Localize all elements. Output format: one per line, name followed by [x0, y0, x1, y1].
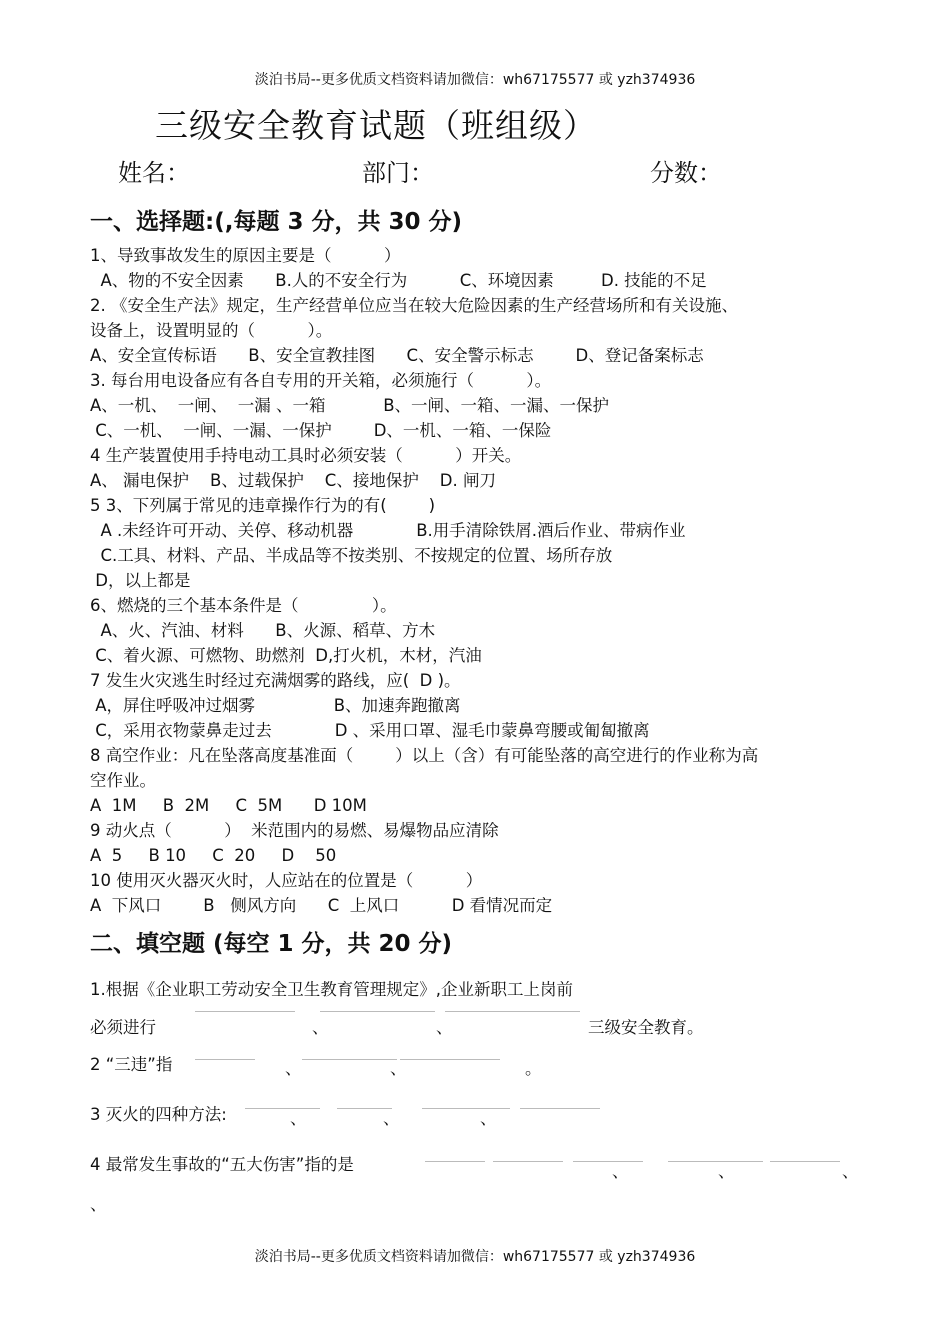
separator: 、: [842, 1162, 859, 1181]
separator: 、: [390, 1059, 407, 1078]
question-line: A .未经许可开动、关停、移动机器 B.用手清除铁屑.酒后作业、带病作业: [90, 521, 686, 540]
separator: 、: [436, 1018, 453, 1037]
question-line: A、物的不安全因素 B.人的不安全行为 C、环境因素 D. 技能的不足: [90, 271, 707, 290]
fill-q4: 4 最常发生事故的“五大伤害”指的是: [90, 1155, 354, 1174]
separator: 、: [290, 1109, 307, 1128]
question-line: 设备上，设置明显的（ ）。: [90, 321, 333, 340]
question-line: 8 高空作业：凡在坠落高度基准面（ ）以上（含）有可能坠落的高空进行的作业称为高: [90, 746, 759, 765]
name-field-label: 姓名：: [118, 159, 190, 187]
question-line: 4 生产装置使用手持电动工具时必须安装（ ）开关。: [90, 446, 522, 465]
question-line: D，以上都是: [90, 571, 191, 590]
question-line: A、火、汽油、材料 B、火源、稻草、方木: [90, 621, 436, 640]
question-line: 9 动火点（ ） 米范围内的易燃、易爆物品应清除: [90, 821, 499, 840]
answer-blank[interactable]: [445, 1011, 580, 1012]
question-line: C、一机、 一闸、一漏、一保护 D、一机、一箱、一保险: [90, 421, 552, 440]
question-line: A 下风口 B 侧风方向 C 上风口 D 看情况而定: [90, 896, 553, 915]
section-heading-fill: 二、填空题 (每空 1 分，共 20 分): [90, 931, 453, 957]
answer-blank[interactable]: [195, 1059, 255, 1060]
answer-blank[interactable]: [493, 1161, 563, 1162]
answer-blank[interactable]: [668, 1161, 763, 1162]
choice-questions: [90, 243, 870, 918]
separator: 、: [612, 1162, 629, 1181]
question-line: A、安全宣传标语 B、安全宣教挂图 C、安全警示标志 D、登记备案标志: [90, 346, 704, 365]
question-line: 空作业。: [90, 771, 156, 790]
period: 。: [525, 1059, 542, 1078]
question-line: 10 使用灭火器灭火时，人应站在的位置是（ ）: [90, 871, 483, 890]
question-line: A 1M B 2M C 5M D 10M: [90, 796, 367, 815]
answer-blank[interactable]: [400, 1059, 500, 1060]
answer-blank[interactable]: [770, 1161, 840, 1162]
question-line: 1、导致事故发生的原因主要是（ ）: [90, 246, 401, 265]
question-line: A、一机、 一闸、 一漏 、一箱 B、一闸、一箱、一漏、一保护: [90, 396, 610, 415]
separator: 、: [312, 1018, 329, 1037]
fill-q1-line2: 必须进行: [90, 1018, 156, 1037]
separator: 、: [480, 1109, 497, 1128]
question-line: A 5 B 10 C 20 D 50: [90, 846, 337, 865]
answer-blank[interactable]: [302, 1059, 397, 1060]
question-line: C.工具、材料、产品、半成品等不按类别、不按规定的位置、场所存放: [90, 546, 613, 565]
answer-blank[interactable]: [422, 1108, 510, 1109]
answer-blank[interactable]: [320, 1011, 435, 1012]
page-footer: 淡泊书局--更多优质文档资料请加微信：wh67175577 或 yzh374936: [254, 1249, 696, 1265]
question-line: 6、燃烧的三个基本条件是（ ）。: [90, 596, 397, 615]
question-line: A、 漏电保护 B、过载保护 C、接地保护 D. 闸刀: [90, 471, 497, 490]
page-title: 三级安全教育试题（班组级）: [155, 106, 597, 145]
separator: 、: [383, 1109, 400, 1128]
separator: 、: [90, 1195, 107, 1214]
fill-q1-end: 三级安全教育。: [588, 1018, 704, 1037]
separator: 、: [718, 1162, 735, 1181]
answer-blank[interactable]: [520, 1108, 600, 1109]
answer-blank[interactable]: [425, 1161, 485, 1162]
question-line: A，屏住呼吸冲过烟雾 B、加速奔跑撤离: [90, 696, 461, 715]
fill-q1-line1: 1.根据《企业职工劳动安全卫生教育管理规定》,企业新职工上岗前: [90, 980, 573, 999]
question-line: 2. 《安全生产法》规定，生产经营单位应当在较大危险因素的生产经营场所和有关设施、: [90, 296, 738, 315]
answer-blank[interactable]: [573, 1161, 643, 1162]
section-heading-choice: 一、选择题:(,每题 3 分，共 30 分): [90, 209, 462, 235]
score-field-label: 分数：: [650, 159, 722, 187]
answer-blank[interactable]: [195, 1011, 295, 1012]
answer-blank[interactable]: [245, 1108, 320, 1109]
page-header: 淡泊书局--更多优质文档资料请加微信：wh67175577 或 yzh374936: [254, 72, 696, 88]
question-line: 5 3、下列属于常见的违章操作行为的有( ): [90, 496, 436, 515]
separator: 、: [285, 1059, 302, 1078]
fill-q3: 3 灭火的四种方法:: [90, 1105, 227, 1124]
fill-q2: 2 “三违”指: [90, 1055, 173, 1074]
question-line: C、着火源、可燃物、助燃剂 D,打火机，木材，汽油: [90, 646, 482, 665]
dept-field-label: 部门：: [362, 159, 434, 187]
question-line: 7 发生火灾逃生时经过充满烟雾的路线，应( D )。: [90, 671, 461, 690]
question-line: 3. 每台用电设备应有各自专用的开关箱，必须施行（ ）。: [90, 371, 552, 390]
question-line: C，采用衣物蒙鼻走过去 D 、采用口罩、湿毛巾蒙鼻弯腰或匍匐撤离: [90, 721, 650, 740]
